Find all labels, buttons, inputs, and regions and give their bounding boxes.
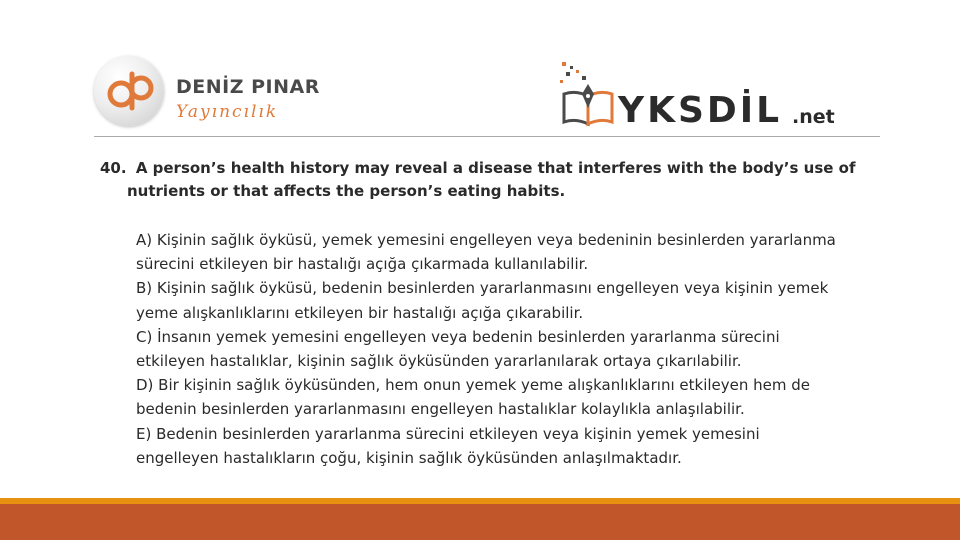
option-a-line-1: A) Kişinin sağlık öyküsü, yemek yemesini engelleyen veya bedeninin besinlerden yararlanma [136,231,836,249]
book-pen-logo-icon [556,60,626,130]
header-divider [94,136,880,137]
yksdil-logo [556,60,856,130]
option-e-line-2: engelleyen hastalıkların çoğu, kişinin sağlık öyküsünden anlaşılmaktadır. [136,448,682,467]
yksdil-suffix: .net [792,106,835,128]
footer-band [0,504,960,540]
deniz-pinar-logo [94,56,334,136]
answer-options [136,228,906,470]
slide-header [0,0,960,140]
option-d-line-2: bedenin besinlerden yararlanmasını engelleyen hastalıklar kolaylıkla anlaşılabilir. [136,400,745,419]
deniz-pinar-logo-icon [94,56,164,126]
brand-name: DENİZ PINAR [176,76,320,98]
question-text [100,157,860,203]
option-b-line-1: B) Kişinin sağlık öyküsü, bedenin besinlerden yararlanmasını engelleyen veya kişinin yemek [136,279,829,298]
option-a-line-2: sürecini etkileyen bir hastalığı açığa çıkarmada kullanılabilir. [136,255,589,274]
option-b-line-2: yeme alışkanlıklarını etkileyen bir hastalığı açığa çıkarabilir. [136,303,584,322]
question-line-2: nutrients or that affects the person’s eating habits. [127,182,566,200]
option-c-line-1: C) İnsanın yemek yemesini engelleyen veya bedenin besinlerden yararlanma sürecini [136,327,780,346]
option-d-line-1: D) Bir kişinin sağlık öyküsünden, hem onun yemek yeme alışkanlıklarını etkileyen hem de [136,376,810,395]
question-number: 40. [100,159,127,177]
option-c-line-2: etkileyen hastalıklar, kişinin sağlık öyküsünden yararlanılarak ortaya çıkarılabilir. [136,352,742,371]
question-line-1: A person’s health history may reveal a disease that interferes with the body’s use of [135,159,856,177]
option-e-line-1: E) Bedenin besinlerden yararlanma sürecini etkileyen veya kişinin yemek yemesini [136,424,760,443]
brand-subtitle: Yayıncılık [176,102,279,122]
yksdil-wordmark: YKSDİL [618,90,783,131]
